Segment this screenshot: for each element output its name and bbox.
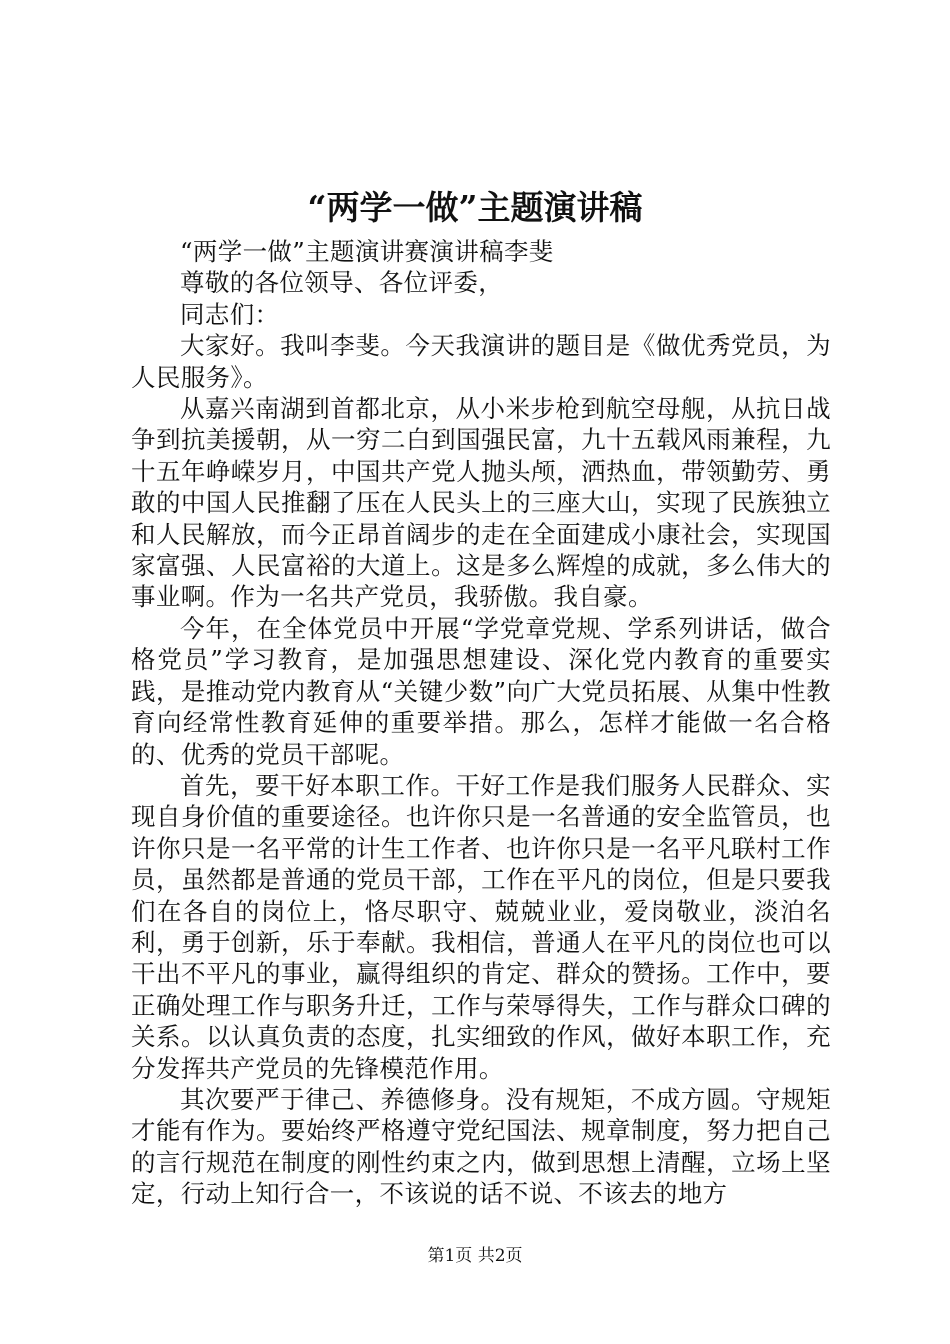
- document-title: “两学一做”主题演讲稿: [307, 188, 643, 227]
- document-body: [131, 236, 831, 1210]
- paragraph-first-point: 首先，要干好本职工作。干好工作是我们服务人民群众、实现自身价值的重要途径。也许你只是一名普通的安全监管员，也许你只是一名平常的计生工作者、也许你只是一名平凡联村工作员，虽然都是普通的党员干部，工作在平凡的岗位，但是只要我们在各自的岗位上，恪尽职守、兢兢业业，爱岗敬业，淡泊名利，勇于创新，乐于奉献。我相信，普通人在平凡的岗位也可以干出不平凡的事业，赢得组织的肯定、群众的赞扬。工作中，要正确处理工作与职务升迁，工作与荣辱得失，工作与群众口碑的关系。以认真负责的态度，扎实细致的作风，做好本职工作，充分发挥共产党员的先锋模范作用。: [131, 770, 831, 1083]
- page-footer: 第1页 共2页: [427, 1246, 523, 1266]
- paragraph-subtitle: “两学一做”主题演讲赛演讲稿李斐: [180, 237, 554, 266]
- paragraph-greeting: 同志们：: [180, 299, 280, 329]
- paragraph-introduction: 大家好。我叫李斐。今天我演讲的题目是《做优秀党员，为人民服务》。: [131, 331, 831, 392]
- paragraph-second-point: 其次要严于律己、养德修身。没有规矩，不成方圆。守规矩才能有作为。要始终严格遵守党纪国法、规章制度，努力把自己的言行规范在制度的刚性约束之内，做到思想上清醒，立场上坚定，行动上知行合一，不该说的话不说、不该去的地方: [131, 1084, 831, 1209]
- paragraph-education: 今年，在全体党员中开展“学党章党规、学系列讲话，做合格党员”学习教育，是加强思想建设、深化党内教育的重要实践，是推动党内教育从“关键少数”向广大党员拓展、从集中性教育向经常性教育延伸的重要举措。那么，怎样才能做一名合格的、优秀的党员干部呢。: [131, 613, 831, 769]
- paragraph-history: 从嘉兴南湖到首都北京，从小米步枪到航空母舰，从抗日战争到抗美援朝，从一穷二白到国强民富，九十五载风雨兼程，九十五年峥嵘岁月，中国共产党人抛头颅，洒热血，带领勤劳、勇敢的中国人民推翻了压在人民头上的三座大山，实现了民族独立和人民解放，而今正昂首阔步的走在全面建成小康社会，实现国家富强、人民富裕的大道上。这是多么辉煌的成就，多么伟大的事业啊。作为一名共产党员，我骄傲。我自豪。: [131, 394, 831, 612]
- paragraph-salutation: 尊敬的各位领导、各位评委，: [180, 268, 504, 298]
